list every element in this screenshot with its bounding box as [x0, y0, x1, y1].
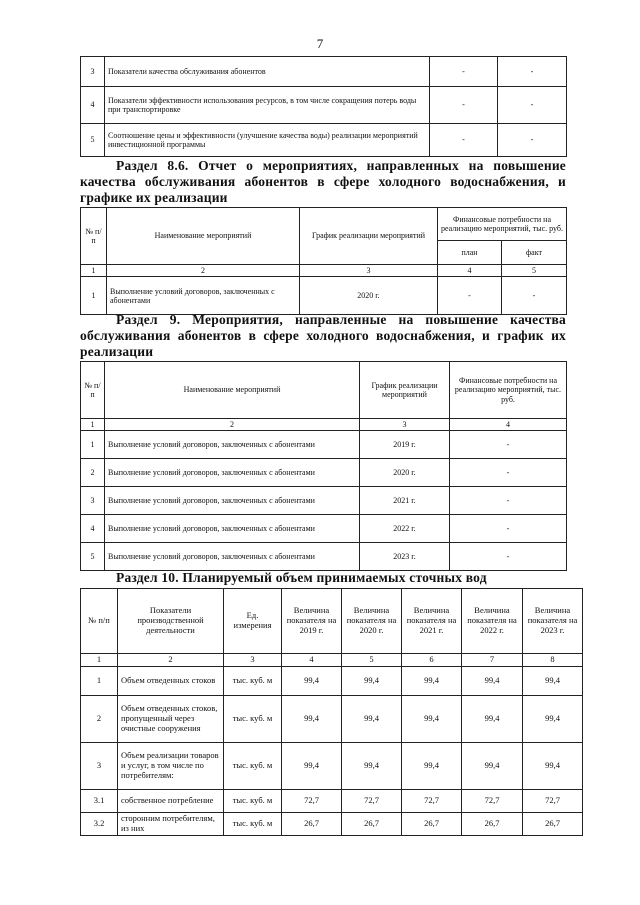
- header-finance: Финансовые потребности на реализацию мероприятий, тыс. руб.: [438, 208, 567, 241]
- row-value: 99,4: [342, 695, 402, 742]
- col-number: 3: [360, 419, 450, 431]
- row-unit: тыс. куб. м: [224, 666, 282, 695]
- row-num: 1: [81, 666, 118, 695]
- col-number: 1: [81, 654, 118, 667]
- row-value: 99,4: [402, 695, 462, 742]
- row-num: 2: [81, 695, 118, 742]
- table-row: [81, 459, 567, 487]
- row-value: 72,7: [402, 789, 462, 812]
- row-name: Выполнение условий договоров, заключенных с абонентами: [105, 459, 360, 487]
- row-value: 99,4: [342, 742, 402, 789]
- section-9-heading: Раздел 9. Мероприятия, направленные на повышение качества обслуживания абонентов в сфере холодного водоснабжения, и график их реализации: [80, 312, 566, 359]
- row-value: 26,7: [402, 812, 462, 835]
- row-num: 1: [81, 277, 107, 315]
- row-name: Выполнение условий договоров, заключенных с абонентами: [105, 543, 360, 571]
- row-num: 5: [81, 124, 105, 157]
- row-name: Выполнение условий договоров, заключенных с абонентами: [107, 277, 300, 315]
- col-number: 1: [81, 265, 107, 277]
- table-row: [81, 124, 567, 157]
- row-unit: тыс. куб. м: [224, 789, 282, 812]
- row-num: 3: [81, 57, 105, 87]
- header-unit: Ед. измерения: [224, 589, 282, 654]
- row-name: Показатели эффективности использования ресурсов, в том числе сокращения потерь воды при транспортировке: [105, 87, 430, 124]
- col-number: 1: [81, 419, 105, 431]
- row-value: -: [498, 87, 567, 124]
- row-value: 72,7: [282, 789, 342, 812]
- header-finance: Финансовые потребности на реализацию мероприятий, тыс. руб.: [450, 362, 567, 419]
- header-fact: факт: [502, 241, 567, 265]
- row-value: -: [430, 87, 498, 124]
- row-value: 99,4: [282, 666, 342, 695]
- row-value: 99,4: [282, 695, 342, 742]
- row-unit: тыс. куб. м: [224, 812, 282, 835]
- row-name: Выполнение условий договоров, заключенных с абонентами: [105, 487, 360, 515]
- row-finance: -: [450, 543, 567, 571]
- row-num: 3.1: [81, 789, 118, 812]
- row-num: 5: [81, 543, 105, 571]
- row-finance: -: [450, 515, 567, 543]
- row-value: -: [498, 124, 567, 157]
- table-section-10: [80, 588, 583, 836]
- row-finance: -: [450, 431, 567, 459]
- row-year: 2020 г.: [360, 459, 450, 487]
- page-number: 7: [316, 36, 324, 51]
- row-name: Объем отведенных стоков, пропущенный через очистные сооружения: [118, 695, 224, 742]
- row-name: Показатели качества обслуживания абонентов: [105, 57, 430, 87]
- row-year: 2019 г.: [360, 431, 450, 459]
- row-value: 72,7: [523, 789, 583, 812]
- table-row: [81, 57, 567, 87]
- row-num: 3.2: [81, 812, 118, 835]
- header-indicator: Показатели производственной деятельности: [118, 589, 224, 654]
- table-row: [81, 789, 583, 812]
- row-plan: -: [438, 277, 502, 315]
- col-number: 7: [462, 654, 523, 667]
- table-row: [81, 695, 583, 742]
- col-number: 2: [118, 654, 224, 667]
- header-year-2022: Величина показателя на 2022 г.: [462, 589, 523, 654]
- row-value: 26,7: [282, 812, 342, 835]
- header-plan: план: [438, 241, 502, 265]
- row-value: 99,4: [523, 742, 583, 789]
- table-row: [81, 487, 567, 515]
- row-value: 99,4: [342, 666, 402, 695]
- table-top: [80, 56, 567, 157]
- col-number: 5: [502, 265, 567, 277]
- table-row: [81, 666, 583, 695]
- col-number: 2: [105, 419, 360, 431]
- col-number: 6: [402, 654, 462, 667]
- table-row: [81, 277, 567, 315]
- row-unit: тыс. куб. м: [224, 742, 282, 789]
- row-name: Объем реализации товаров и услуг, в том числе по потребителям:: [118, 742, 224, 789]
- row-num: 1: [81, 431, 105, 459]
- row-fact: -: [502, 277, 567, 315]
- table-row: [81, 87, 567, 124]
- table-section-9: [80, 361, 567, 571]
- row-value: 99,4: [523, 695, 583, 742]
- header-year-2023: Величина показателя на 2023 г.: [523, 589, 583, 654]
- header-schedule: График реализации мероприятий: [300, 208, 438, 265]
- header-year-2020: Величина показателя на 2020 г.: [342, 589, 402, 654]
- row-num: 4: [81, 87, 105, 124]
- row-value: 99,4: [462, 666, 523, 695]
- header-num: № п/п: [81, 589, 118, 654]
- row-name: Соотношение цены и эффективности (улучшение качества воды) реализации мероприятий инвестиционной программы: [105, 124, 430, 157]
- row-name: Объем отведенных стоков: [118, 666, 224, 695]
- row-unit: тыс. куб. м: [224, 695, 282, 742]
- row-num: 2: [81, 459, 105, 487]
- row-value: -: [498, 57, 567, 87]
- row-year: 2020 г.: [300, 277, 438, 315]
- row-value: 26,7: [523, 812, 583, 835]
- row-value: -: [430, 124, 498, 157]
- row-name: Выполнение условий договоров, заключенных с абонентами: [105, 431, 360, 459]
- table-row: [81, 742, 583, 789]
- section-10-heading: Раздел 10. Планируемый объем принимаемых сточных вод: [116, 570, 487, 585]
- table-section-8-6: [80, 207, 567, 315]
- header-schedule: График реализации мероприятий: [360, 362, 450, 419]
- row-value: 99,4: [402, 742, 462, 789]
- table-row: [81, 543, 567, 571]
- col-number: 4: [438, 265, 502, 277]
- col-number: 4: [450, 419, 567, 431]
- row-value: 99,4: [402, 666, 462, 695]
- table-row: [81, 431, 567, 459]
- row-value: 26,7: [342, 812, 402, 835]
- header-year-2019: Величина показателя на 2019 г.: [282, 589, 342, 654]
- row-value: 99,4: [523, 666, 583, 695]
- row-num: 3: [81, 742, 118, 789]
- row-value: 99,4: [282, 742, 342, 789]
- col-number: 3: [300, 265, 438, 277]
- header-year-2021: Величина показателя на 2021 г.: [402, 589, 462, 654]
- row-num: 4: [81, 515, 105, 543]
- row-year: 2022 г.: [360, 515, 450, 543]
- header-num: № п/п: [81, 208, 107, 265]
- col-number: 8: [523, 654, 583, 667]
- row-finance: -: [450, 459, 567, 487]
- row-year: 2021 г.: [360, 487, 450, 515]
- row-name: собственное потребление: [118, 789, 224, 812]
- row-num: 3: [81, 487, 105, 515]
- section-8-6-heading: Раздел 8.6. Отчет о мероприятиях, направленных на повышение качества обслуживания абонентов в сфере холодного водоснабжения, и графике их реализации: [80, 158, 566, 205]
- row-value: 26,7: [462, 812, 523, 835]
- row-finance: -: [450, 487, 567, 515]
- row-value: 72,7: [462, 789, 523, 812]
- row-name: сторонним потребителям, из них: [118, 812, 224, 835]
- row-value: 72,7: [342, 789, 402, 812]
- table-row: [81, 515, 567, 543]
- table-row: [81, 812, 583, 835]
- col-number: 2: [107, 265, 300, 277]
- header-name: Наименование мероприятий: [105, 362, 360, 419]
- row-value: 99,4: [462, 742, 523, 789]
- col-number: 4: [282, 654, 342, 667]
- header-name: Наименование мероприятий: [107, 208, 300, 265]
- row-name: Выполнение условий договоров, заключенных с абонентами: [105, 515, 360, 543]
- row-value: -: [430, 57, 498, 87]
- row-value: 99,4: [462, 695, 523, 742]
- row-year: 2023 г.: [360, 543, 450, 571]
- header-num: № п/п: [81, 362, 105, 419]
- col-number: 5: [342, 654, 402, 667]
- col-number: 3: [224, 654, 282, 667]
